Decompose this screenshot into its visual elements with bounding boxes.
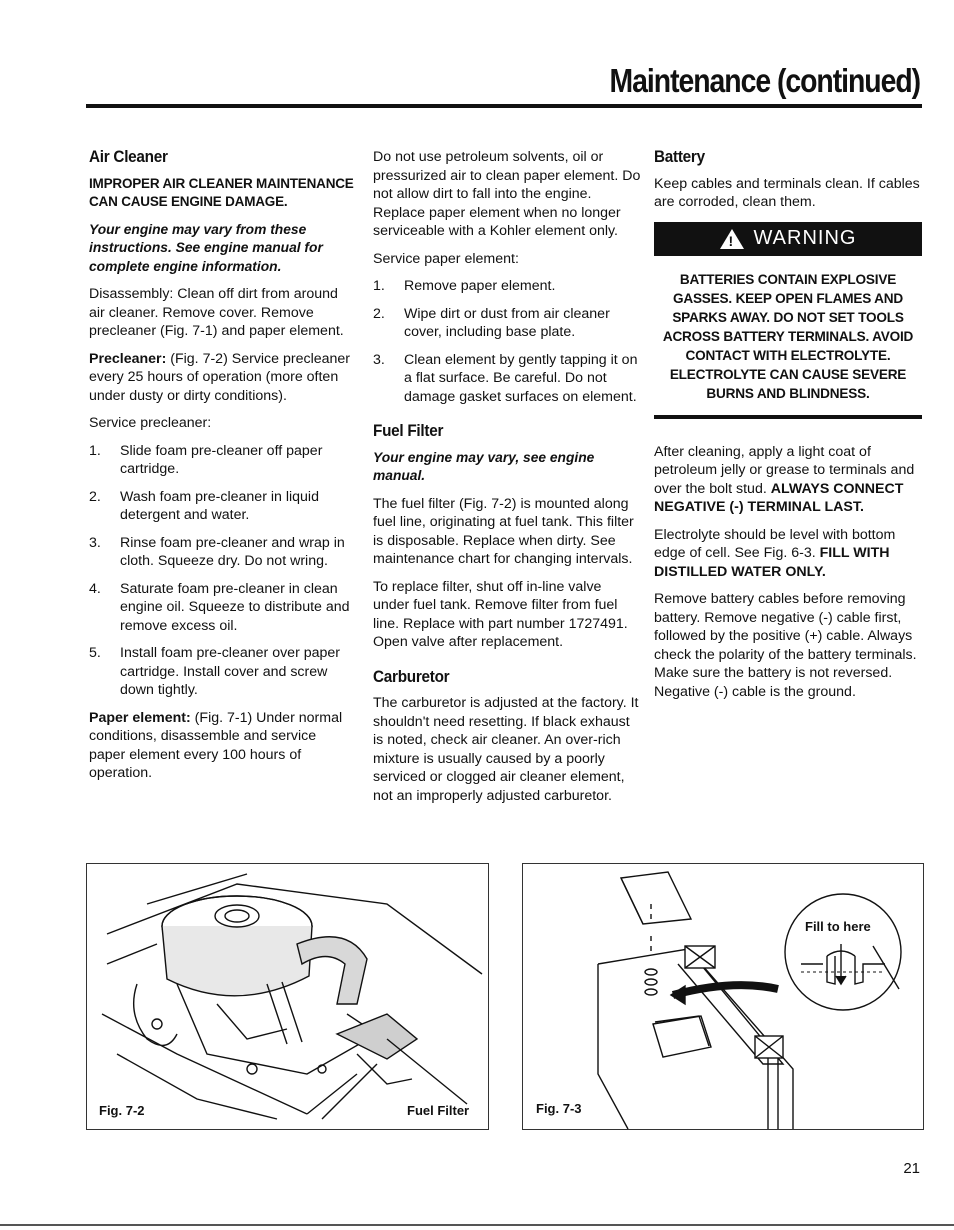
step-text: Saturate foam pre-cleaner in clean engine oil. Squeeze to distribute and remove excess oil.: [120, 580, 350, 634]
battery-para3: Remove battery cables before removing battery. Remove negative (-) cable first, followed by the positive (+) cable. Always check the polarity of the battery terminals. Make sure the battery is not reversed. Negative (-) cable is the ground.: [654, 591, 917, 700]
step-text: Install foam pre-cleaner over paper cartridge. Install cover and screw down tightly.: [120, 645, 341, 698]
step-text: Clean element by gently tapping it on a flat surface. Be careful. Do not damage gasket surfaces on element.: [404, 351, 638, 405]
column-fuel: [373, 148, 641, 814]
warning-rule: [654, 415, 922, 419]
step-text: Wipe dirt or dust from air cleaner cover, including base plate.: [404, 305, 610, 340]
fuel-filter-heading: Fuel Filter: [373, 421, 444, 440]
air-cleaner-note: Your engine may vary from these instructions. See engine manual for complete engine information.: [89, 221, 323, 274]
paper-element-paragraph: [89, 709, 355, 783]
precleaner-paragraph: [89, 350, 355, 406]
battery-heading: Battery: [654, 147, 705, 166]
paper-element-text: (Fig. 7-1) Under normal conditions, disassemble and service paper element every 100 hours of operation.: [89, 709, 343, 781]
paper-element-intro: Do not use petroleum solvents, oil or pressurized air to clean paper element. Do not allow dirt to fall into the engine. Replace paper element when no longer serviceable with a Kohler element only.: [373, 149, 641, 239]
step-number: 3.: [373, 351, 385, 368]
battery-para2-bold: FILL WITH DISTILLED WATER ONLY.: [654, 545, 890, 580]
step-number: 3.: [89, 534, 101, 551]
warning-label: WARNING: [753, 227, 857, 250]
step-number: 2.: [89, 488, 101, 505]
step-number: 2.: [373, 305, 385, 322]
column-air-cleaner: [89, 148, 355, 792]
figure-7-2: [86, 863, 489, 1130]
step-number: 5.: [89, 645, 101, 661]
battery-para1: [654, 443, 922, 517]
air-cleaner-heading: Air Cleaner: [89, 147, 168, 166]
step-text: Rinse foam pre-cleaner and wrap in cloth. Squeeze dry. Do not wring.: [120, 534, 345, 569]
list-item: [89, 580, 355, 636]
column-battery: [654, 148, 922, 710]
fuel-filter-callout: Fuel Filter: [407, 1103, 470, 1118]
fuel-filter-para1: The fuel filter (Fig. 7-2) is mounted along fuel line, originating at fuel tank. This filter is disposable. Replace when dirty. See maintenance chart for changing intervals.: [373, 495, 634, 567]
battery-para2-text: Electrolyte should be level with bottom edge of cell. See Fig. 6-3.: [654, 526, 896, 561]
list-item: [89, 534, 355, 571]
precleaner-text: (Fig. 7-2) Service precleaner every 25 hours of operation (more often under dusty or dirty conditions).: [89, 350, 351, 404]
list-item: [89, 644, 355, 700]
warning-text: BATTERIES CONTAIN EXPLOSIVE GASSES. KEEP OPEN FLAMES AND SPARKS AWAY. DO NOT SET TOOLS ACROSS BATTERY TERMINALS. AVOID CONTACT WITH ELECTROLYTE. ELECTROLYTE CAN CAUSE SEVERE BURNS AND BLINDNESS.: [662, 271, 914, 401]
battery-para2: [654, 526, 922, 582]
title-rule: [86, 104, 922, 108]
battery-para1-text: After cleaning, apply a light coat of petroleum jelly or grease to terminals and over the bolt stud.: [654, 443, 915, 497]
battery-para1-bold: ALWAYS CONNECT NEGATIVE (-) TERMINAL LAST.: [654, 480, 904, 515]
precleaner-lead: Precleaner:: [89, 350, 167, 367]
step-text: Remove paper element.: [404, 278, 556, 294]
list-item: [89, 488, 355, 525]
step-number: 1.: [373, 278, 385, 294]
air-cleaner-caution: IMPROPER AIR CLEANER MAINTENANCE CAN CAUSE ENGINE DAMAGE.: [89, 175, 354, 209]
service-paper-label: Service paper element:: [373, 250, 519, 267]
list-item: [373, 351, 641, 407]
fill-to-here-callout: Fill to here: [805, 919, 871, 934]
fuel-filter-para2: To replace filter, shut off in-line valve under fuel tank. Remove filter from fuel line. Replace with part number 1727491. Open valve after replacement.: [373, 578, 628, 650]
paper-element-steps: [373, 277, 641, 406]
paper-element-lead: Paper element:: [89, 709, 191, 726]
bottom-rule: [0, 1224, 954, 1226]
fuel-filter-note: Your engine may vary, see engine manual.: [373, 449, 595, 483]
carburetor-heading: Carburetor: [373, 666, 450, 686]
step-text: Wash foam pre-cleaner in liquid detergent and water.: [120, 488, 319, 523]
step-number: 1.: [89, 442, 101, 459]
page-title: Maintenance (continued): [609, 62, 920, 99]
step-number: 4.: [89, 580, 101, 597]
list-item: [89, 442, 355, 479]
figure-7-3: [522, 863, 924, 1130]
list-item: [373, 305, 641, 342]
warning-banner: [654, 222, 922, 256]
battery-illustration: [523, 864, 923, 1129]
engine-illustration: [87, 864, 488, 1129]
fig-7-2-label: Fig. 7-2: [99, 1103, 145, 1118]
list-item: [373, 277, 641, 296]
step-text: Slide foam pre-cleaner off paper cartridge.: [120, 442, 323, 477]
carburetor-text: The carburetor is adjusted at the factory. It shouldn't need resetting. If black exhaust is noted, check air cleaner. An over-rich mixture is usually caused by a poorly serviced or clogged air cleaner element, not an improperly adjusted carburetor.: [373, 695, 639, 804]
precleaner-steps: [89, 442, 355, 700]
battery-intro: Keep cables and terminals clean. If cables are corroded, clean them.: [654, 175, 920, 210]
disassembly-text: Disassembly: Clean off dirt from around air cleaner. Remove cover. Remove precleaner (Fig. 7-1) and paper element.: [89, 286, 344, 339]
page-number: 21: [903, 1160, 920, 1177]
fig-7-3-label: Fig. 7-3: [536, 1101, 582, 1116]
warning-triangle-icon: [720, 229, 744, 249]
service-precleaner-label: Service precleaner:: [89, 415, 212, 431]
